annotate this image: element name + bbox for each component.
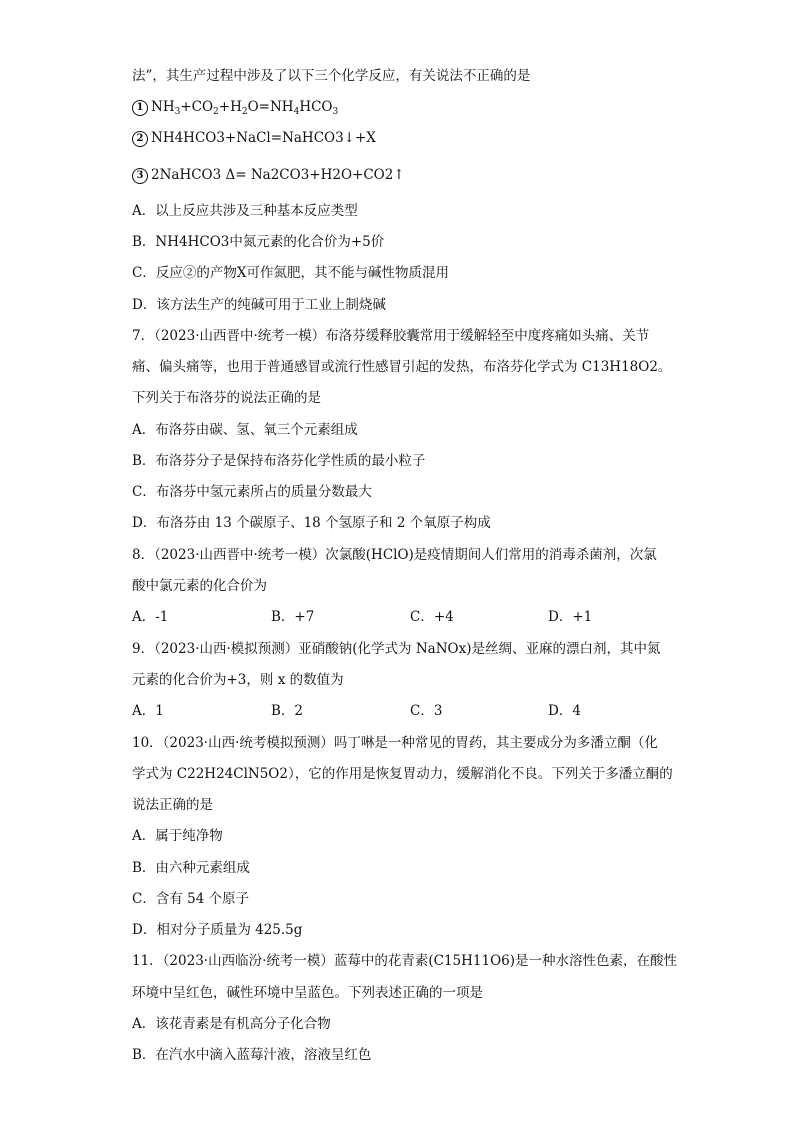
q9-option-c: C．3 (410, 703, 443, 719)
q8-line-1: 8．（2023·山西晋中·统考一模）次氯酸(HClO)是疫情期间人们常用的消毒杀菌剂，次氯 (132, 547, 657, 563)
q10-option-c: C．含有 54 个原子 (132, 891, 250, 907)
q8-option-c: C．+4 (410, 609, 454, 625)
q10-option-d: D．相对分子质量为 425.5g (132, 922, 303, 938)
q7-option-d: D．布洛芬由 13 个碳原子、18 个氢原子和 2 个氧原子构成 (132, 515, 491, 531)
q8-line-2: 酸中氯元素的化合价为 (132, 578, 267, 594)
q9-line-2: 元素的化合价为+3，则 x 的数值为 (132, 672, 344, 688)
q9-option-b: B．2 (271, 703, 304, 719)
q10-option-a: A．属于纯净物 (132, 828, 223, 844)
q10-line-2: 学式为 C22H24ClN5O2），它的作用是恢复胃动力，缓解消化不良。下列关于多潘立酮的 (132, 766, 673, 782)
q11-option-a: A．该花青素是有机高分子化合物 (132, 1016, 331, 1032)
q7-option-c: C．布洛芬中氢元素所占的质量分数最大 (132, 484, 372, 500)
q10-line-3: 说法正确的是 (132, 797, 213, 813)
q11-line-1: 11．（2023·山西临汾·统考一模）蓝莓中的花青素(C15H11O6)是一种水溶性色素，在酸性 (132, 953, 678, 969)
q7-line-1: 7．（2023·山西晋中·统考一模）布洛芬缓释胶囊常用于缓解轻至中度疼痛如头痛、关节 (132, 328, 650, 344)
q6-option-c: C．反应②的产物X可作氮肥，其不能与碱性物质混用 (132, 265, 449, 281)
reaction-3 (132, 165, 405, 185)
reaction-2-equation: NH4HCO3+NaCl=NaHCO3↓+X (151, 130, 376, 146)
q9-line-1: 9．（2023·山西·模拟预测）亚硝酸钠(化学式为 NaNOx)是丝绸、亚麻的漂白剂，其中氮 (132, 641, 661, 657)
reaction-2 (132, 128, 376, 148)
q6-option-d: D．该方法生产的纯碱可用于工业上制烧碱 (132, 297, 386, 313)
q9-option-d: D．4 (548, 703, 581, 719)
circled-number-1: 1 (132, 100, 148, 116)
q7-line-2: 痛、偏头痛等，也用于普通感冒或流行性感冒引起的发热，布洛芬化学式为 C13H18O2。 (132, 359, 672, 375)
q7-option-a: A．布洛芬由碳、氢、氧三个元素组成 (132, 422, 358, 438)
q11-option-b: B．在汽水中滴入蓝莓汁液，溶液呈红色 (132, 1047, 372, 1063)
q10-option-b: B．由六种元素组成 (132, 860, 250, 876)
q8-option-d: D．+1 (548, 609, 593, 625)
q10-line-1: 10．（2023·山西·统考模拟预测）吗丁啉是一种常见的胃药，其主要成分为多潘立酮（化 (132, 735, 658, 751)
intro-text: 法”，其生产过程中涉及了以下三个化学反应，有关说法不正确的是 (132, 68, 531, 84)
q6-option-a: A．以上反应共涉及三种基本反应类型 (132, 203, 358, 219)
q7-option-b: B．布洛芬分子是保持布洛芬化学性质的最小粒子 (132, 453, 426, 469)
q6-option-b: B．NH4HCO3中氮元素的化合价为+5价 (132, 234, 385, 250)
q11-line-2: 环境中呈红色，碱性环境中呈蓝色。下列表述正确的一项是 (132, 985, 483, 1001)
q8-option-b: B．+7 (271, 609, 315, 625)
circled-number-3: 3 (132, 168, 148, 184)
reaction-1: 1 $NH_3+CO_2+H_2O=NH_4HCO_3$ (132, 97, 338, 117)
q9-option-a: A．1 (132, 703, 164, 719)
q8-option-a: A．-1 (132, 609, 169, 625)
reaction-3-equation: 2NaHCO3 Δ= Na2CO3+H2O+CO2↑ (151, 167, 405, 183)
q7-line-3: 下列关于布洛芬的说法正确的是 (132, 390, 321, 406)
circled-number-2: 2 (132, 131, 148, 147)
